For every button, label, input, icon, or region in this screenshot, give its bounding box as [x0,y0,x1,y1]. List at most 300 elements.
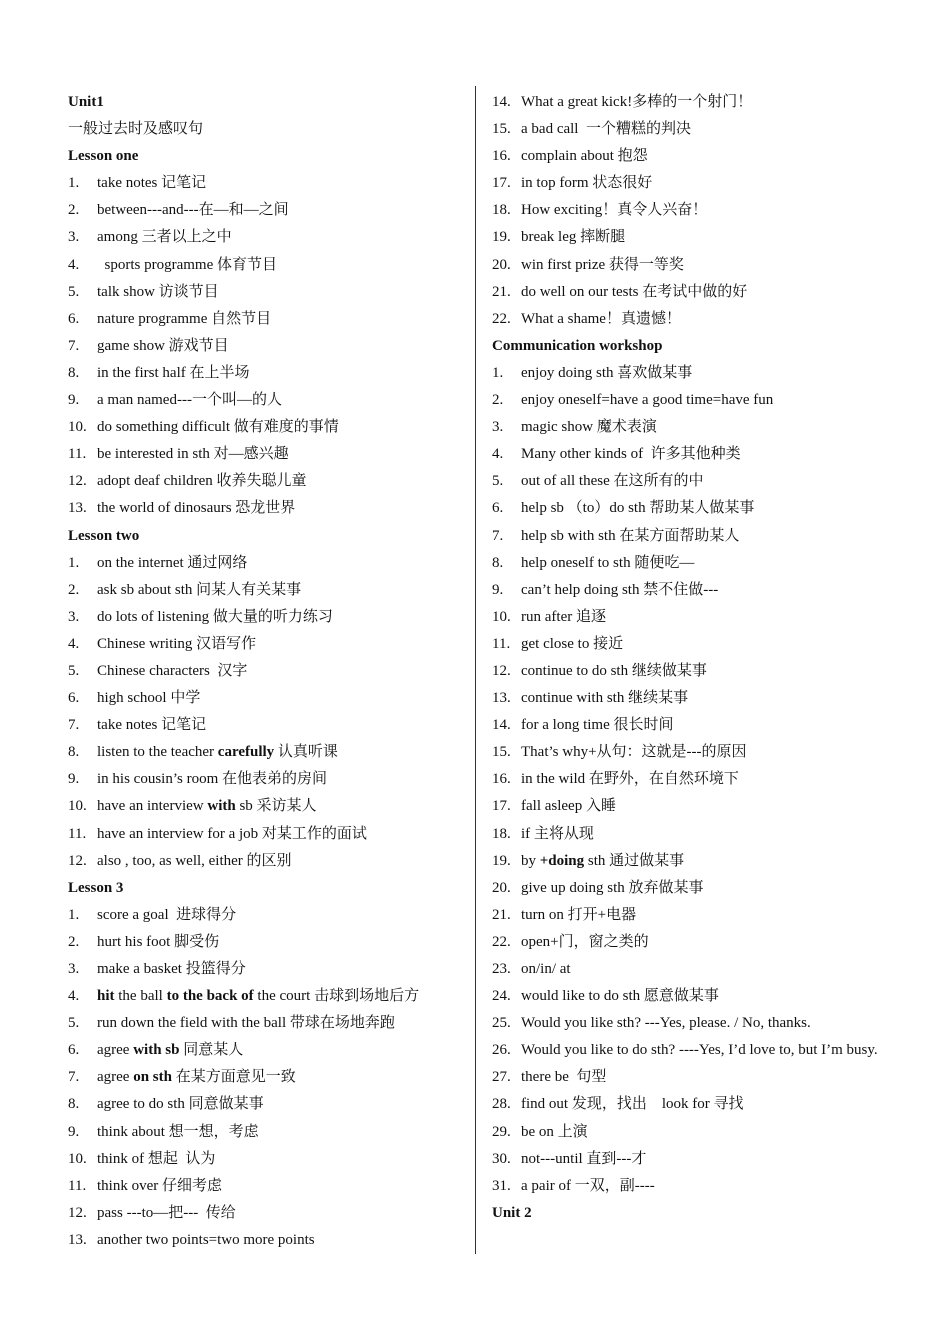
item-text [97,1119,259,1146]
list-item [492,821,912,848]
item-number: 25. [492,1015,511,1032]
item-text-part: What a shame！真遗憾！ [521,310,681,327]
item-text [521,1173,655,1200]
item-text-part: another two points=two more points [97,1231,315,1248]
list-item [492,170,912,197]
section-heading: Lesson 3 [68,879,124,896]
list-item [492,197,912,224]
item-number: 11. [68,446,87,463]
section-subtitle: 一般过去时及感叹句 [68,121,204,138]
list-item [68,685,468,712]
item-number: 29. [492,1123,511,1140]
item-number: 18. [492,825,511,842]
item-number: 19. [492,229,511,246]
item-text-part: there be 句型 [521,1069,607,1086]
item-text-part: Would you like to do sth? ----Yes, I’d love to, but I’m busy. [521,1042,878,1059]
item-number: 2. [68,202,80,219]
list-item [68,279,468,306]
item-text-part: for a long time 很长时间 [521,717,674,734]
list-item [68,224,468,251]
list-item [68,306,468,333]
item-text [521,712,673,739]
item-number: 3. [492,419,504,436]
list-item [68,170,468,197]
item-text [521,658,707,685]
list-item [68,604,468,631]
item-number: 10. [68,1150,87,1167]
item-text [521,414,657,441]
item-number: 3. [68,961,80,977]
item-text [521,279,747,306]
item-text [521,360,692,387]
item-text-bold: +doing [539,852,585,869]
item-number: 10. [68,419,87,436]
list-item [492,387,912,414]
item-number: 11. [68,1177,87,1194]
list-item [492,658,912,685]
item-text-part: pass ---to—把--- 传给 [97,1204,236,1221]
item-text-part: think over 仔细考虑 [97,1177,222,1194]
list-item [492,468,912,495]
list-item [492,685,912,712]
item-text [521,631,623,658]
item-text [97,360,249,387]
item-text-part: give up doing sth 放弃做某事 [521,879,704,896]
item-number: 30. [492,1150,511,1167]
item-text [97,685,200,712]
list-item [68,1091,468,1118]
item-number: 17. [492,175,511,192]
item-text-part: 在某方面意见一致 [172,1069,296,1086]
list-item [492,441,912,468]
item-text [97,1227,315,1254]
item-number: 2. [68,933,80,950]
section-heading: Lesson two [68,527,140,544]
item-text [521,116,691,143]
section-heading: Communication workshop [492,337,663,354]
list-item [68,577,468,604]
item-text-part: score a goal 进球得分 [97,906,237,923]
item-text-part: would like to do sth 愿意做某事 [521,988,719,1005]
item-text-part: do something difficult 做有难度的事情 [97,419,339,436]
item-number: 22. [492,310,511,327]
list-item [68,387,468,414]
item-text-part: turn on 打开+电器 [521,906,637,923]
item-text [97,1064,296,1091]
item-number: 26. [492,1042,511,1059]
item-number: 1. [68,906,80,923]
item-text [521,1010,811,1037]
item-text [521,387,773,414]
section-heading: Unit 2 [492,1204,532,1221]
list-item [68,848,468,875]
item-text-bold: with [207,798,236,815]
item-text [97,658,247,685]
list-item [492,495,912,522]
item-text [97,414,339,441]
list-item [492,252,912,279]
item-number: 19. [492,852,511,869]
item-text [97,604,333,631]
item-text-part: take notes 记笔记 [97,175,207,192]
item-text-part: think of 想起 认为 [97,1150,216,1167]
item-number: 9. [68,771,80,788]
list-item [492,116,912,143]
item-number: 12. [68,1204,87,1221]
item-text [97,793,317,820]
item-text [521,1091,744,1118]
item-number: 3. [68,608,80,625]
list-item [492,224,912,251]
item-text-part: complain about 抱怨 [521,148,648,165]
item-text-part: win first prize 获得一等奖 [521,256,684,273]
item-text [97,495,295,522]
list-item [68,821,468,848]
item-text-part: in top form 状态很好 [521,175,653,192]
item-text [97,224,232,251]
list-item [68,766,468,793]
item-number: 14. [492,717,511,734]
item-number: 20. [492,879,511,896]
item-text [521,739,747,766]
item-number: 9. [68,1123,80,1140]
item-text-part: hurt his foot 脚受伤 [97,933,220,950]
item-text [521,685,688,712]
item-text-part: can’t help doing sth 禁不住做--- [521,581,719,598]
item-text [97,929,219,956]
item-text-part: continue to do sth 继续做某事 [521,662,707,679]
item-text-part: not---until 直到---才 [521,1150,647,1167]
item-number: 2. [492,392,504,409]
item-text-bold: to the back of [166,988,254,1005]
list-item [492,143,912,170]
list-item [492,712,912,739]
item-text-part: on the internet 通过网络 [97,554,248,571]
item-text [97,1173,222,1200]
list-item [492,523,912,550]
item-number: 15. [492,744,511,761]
item-text [521,956,571,983]
item-text-part: find out 发现，找出 look for 寻找 [521,1096,744,1113]
item-text-part: 同意某人 [179,1042,244,1059]
list-item [68,793,468,820]
item-text [521,1064,606,1091]
item-text [97,1146,215,1173]
item-text [521,604,606,631]
item-text [521,1146,646,1173]
item-text [521,875,704,902]
item-number: 13. [68,1231,87,1248]
item-text-part: between---and---在—和—之间 [97,202,289,219]
item-text-part: talk show 访谈节目 [97,283,219,300]
item-text [97,550,247,577]
item-number: 5. [68,662,80,679]
item-text-part: the world of dinosaurs 恐龙世界 [97,500,296,517]
item-number: 4. [68,988,80,1005]
item-text-part: make a basket 投篮得分 [97,961,246,977]
item-text-part: Many other kinds of 许多其他种类 [521,446,741,463]
item-text-part: Chinese characters 汉字 [97,662,248,679]
list-item [68,1037,468,1064]
item-number: 21. [492,906,511,923]
item-text [97,279,219,306]
item-number: 10. [492,608,511,625]
item-number: 1. [68,175,80,192]
item-text-part: have an interview for a job 对某工作的面试 [97,825,367,842]
list-item [492,604,912,631]
item-number: 5. [68,283,80,300]
item-number: 1. [68,554,80,571]
list-item [68,956,468,983]
item-text-part: listen to the teacher [97,744,218,761]
list-item [68,929,468,956]
item-text [97,766,327,793]
list-item [68,550,468,577]
list-item [68,1064,468,1091]
list-item [492,1091,912,1118]
column-divider [475,86,476,1254]
item-number: 4. [492,446,504,463]
item-text-part: the court 击球到场地后方 [253,988,420,1005]
list-item [492,793,912,820]
item-text [97,902,236,929]
list-item [492,550,912,577]
item-number: 18. [492,202,511,219]
list-item [68,739,468,766]
list-item [492,360,912,387]
item-text [521,1119,588,1146]
list-item [68,712,468,739]
list-item [68,495,468,522]
item-number: 9. [492,581,504,598]
item-text [521,902,636,929]
list-item [68,333,468,360]
item-number: 7. [68,337,80,354]
item-text-part: do lots of listening 做大量的听力练习 [97,608,333,625]
item-text-part: if 主将从现 [521,825,594,842]
item-text-part: sb 采访某人 [235,798,317,815]
item-text-bold: hit [97,988,115,1005]
list-item [492,279,912,306]
item-text-part: That’s why+从句：这就是---的原因 [521,744,747,761]
item-number: 8. [68,744,80,761]
item-number: 3. [68,229,80,246]
list-item [492,1146,912,1173]
item-text [521,306,681,333]
item-number: 5. [492,473,504,490]
item-text [97,1010,395,1037]
item-text-part: magic show 魔术表演 [521,419,657,436]
list-item [492,631,912,658]
left-column [68,89,468,1254]
item-number: 7. [68,1069,80,1086]
item-text [97,712,206,739]
item-text [521,441,741,468]
item-text [521,1037,896,1064]
item-text-part: the ball [114,988,167,1005]
item-number: 13. [492,690,511,707]
item-text-part: in the first half 在上半场 [97,364,250,381]
item-text [521,577,718,604]
item-text [97,848,292,875]
item-text [97,739,338,766]
item-text-part: run down the field with the ball 带球在场地奔跑 [97,1015,395,1032]
list-item [492,902,912,929]
item-text [97,631,256,658]
item-text [97,170,206,197]
item-text [521,550,694,577]
item-number: 16. [492,148,511,165]
list-item [492,983,912,1010]
item-number: 6. [492,500,504,517]
item-text-part: Chinese writing 汉语写作 [97,635,257,652]
item-text [97,1200,236,1227]
item-number: 6. [68,1042,80,1059]
list-item [68,658,468,685]
item-number: 11. [68,825,87,842]
item-text [521,929,649,956]
list-item [492,1119,912,1146]
item-text-part: also , too, as well, either 的区别 [97,852,292,869]
item-text-part: by [521,852,540,869]
list-item [68,1146,468,1173]
item-text-part: Would you like sth? ---Yes, please. / No, thanks. [521,1015,811,1032]
item-text [97,441,289,468]
list-item [492,739,912,766]
list-item [492,956,912,983]
item-text-part: enjoy oneself=have a good time=have fun [521,392,774,409]
item-text [97,577,301,604]
item-text-bold: on sth [133,1069,172,1086]
item-number: 5. [68,1015,80,1032]
item-text-part: on/in/ at [521,961,571,977]
list-item [68,902,468,929]
list-item [68,252,468,279]
item-text-part: enjoy doing sth 喜欢做某事 [521,364,693,381]
item-number: 8. [68,364,80,381]
item-number: 14. [492,94,511,110]
item-number: 13. [68,500,87,517]
item-text-part: What a great kick!多棒的一个射门！ [521,94,753,110]
item-text-part: a pair of 一双，副---- [521,1177,655,1194]
item-text [521,170,652,197]
item-text-part: be interested in sth 对—感兴趣 [97,446,289,463]
item-text [521,224,625,251]
item-number: 1. [492,364,504,381]
item-text-part: adopt deaf children 收养失聪儿童 [97,473,307,490]
item-text-part: sports programme 体育节目 [97,256,277,273]
item-number: 22. [492,933,511,950]
item-number: 20. [492,256,511,273]
list-item [492,414,912,441]
list-item [68,1227,468,1254]
item-text-part: break leg 摔断腿 [521,229,626,246]
list-item [492,1037,912,1064]
list-item [68,1119,468,1146]
item-text-part: take notes 记笔记 [97,717,207,734]
item-number: 12. [492,662,511,679]
item-text-part: run after 追逐 [521,608,606,625]
section-heading: Lesson one [68,148,139,165]
item-text [97,983,419,1010]
item-number: 23. [492,961,511,977]
item-text-part: agree [97,1069,134,1086]
item-text [521,793,616,820]
list-item [68,1173,468,1200]
item-text [97,197,289,224]
item-text [521,766,739,793]
list-item [492,306,912,333]
item-number: 9. [68,392,80,409]
item-text-bold: with sb [133,1042,180,1059]
item-text-part: agree to do sth 同意做某事 [97,1096,264,1113]
item-number: 17. [492,798,511,815]
item-text [521,143,648,170]
item-text-part: have an interview [97,798,208,815]
item-text [521,197,707,224]
item-number: 6. [68,690,80,707]
item-text [521,523,739,550]
item-text [97,956,246,983]
item-text [521,468,703,495]
item-text-part: help sb with sth 在某方面帮助某人 [521,527,740,544]
item-text [97,1037,243,1064]
item-number: 24. [492,988,511,1005]
list-item [68,360,468,387]
item-number: 8. [492,554,504,571]
item-number: 11. [492,635,511,652]
item-text-part: fall asleep 入睡 [521,798,616,815]
item-text-part: do well on our tests 在考试中做的好 [521,283,748,300]
item-text-part: in the wild 在野外，在自然环境下 [521,771,739,788]
item-text [97,468,307,495]
item-number: 27. [492,1069,511,1086]
list-item [492,929,912,956]
item-text-part: out of all these 在这所有的中 [521,473,704,490]
item-text [97,252,277,279]
item-text [521,983,719,1010]
item-text-part: continue with sth 继续某事 [521,690,689,707]
item-number: 15. [492,121,511,138]
list-item [68,1200,468,1227]
item-text-part: help sb （to）do sth 帮助某人做某事 [521,500,755,517]
item-text [97,306,271,333]
item-number: 21. [492,283,511,300]
item-text [521,252,684,279]
item-text-part: get close to 接近 [521,635,624,652]
list-item [68,983,468,1010]
item-text-part: game show 游戏节目 [97,337,229,354]
item-number: 8. [68,1096,80,1113]
item-text-part: help oneself to sth 随便吃— [521,554,695,571]
item-text-part: sth 通过做某事 [584,852,685,869]
item-text-part: a bad call 一个糟糕的判决 [521,121,691,138]
item-number: 12. [68,473,87,490]
item-text-part: 认真听课 [274,744,338,761]
item-text-part: open+门，窗之类的 [521,933,649,950]
item-text-part: in his cousin’s room 在他表弟的房间 [97,771,328,788]
item-number: 7. [492,527,504,544]
item-number: 6. [68,310,80,327]
item-text-part: agree [97,1042,134,1059]
item-text-part: high school 中学 [97,690,201,707]
item-text [521,89,752,116]
item-number: 4. [68,635,80,652]
list-item [68,468,468,495]
list-item [492,766,912,793]
list-item [492,1010,912,1037]
item-text [97,821,367,848]
